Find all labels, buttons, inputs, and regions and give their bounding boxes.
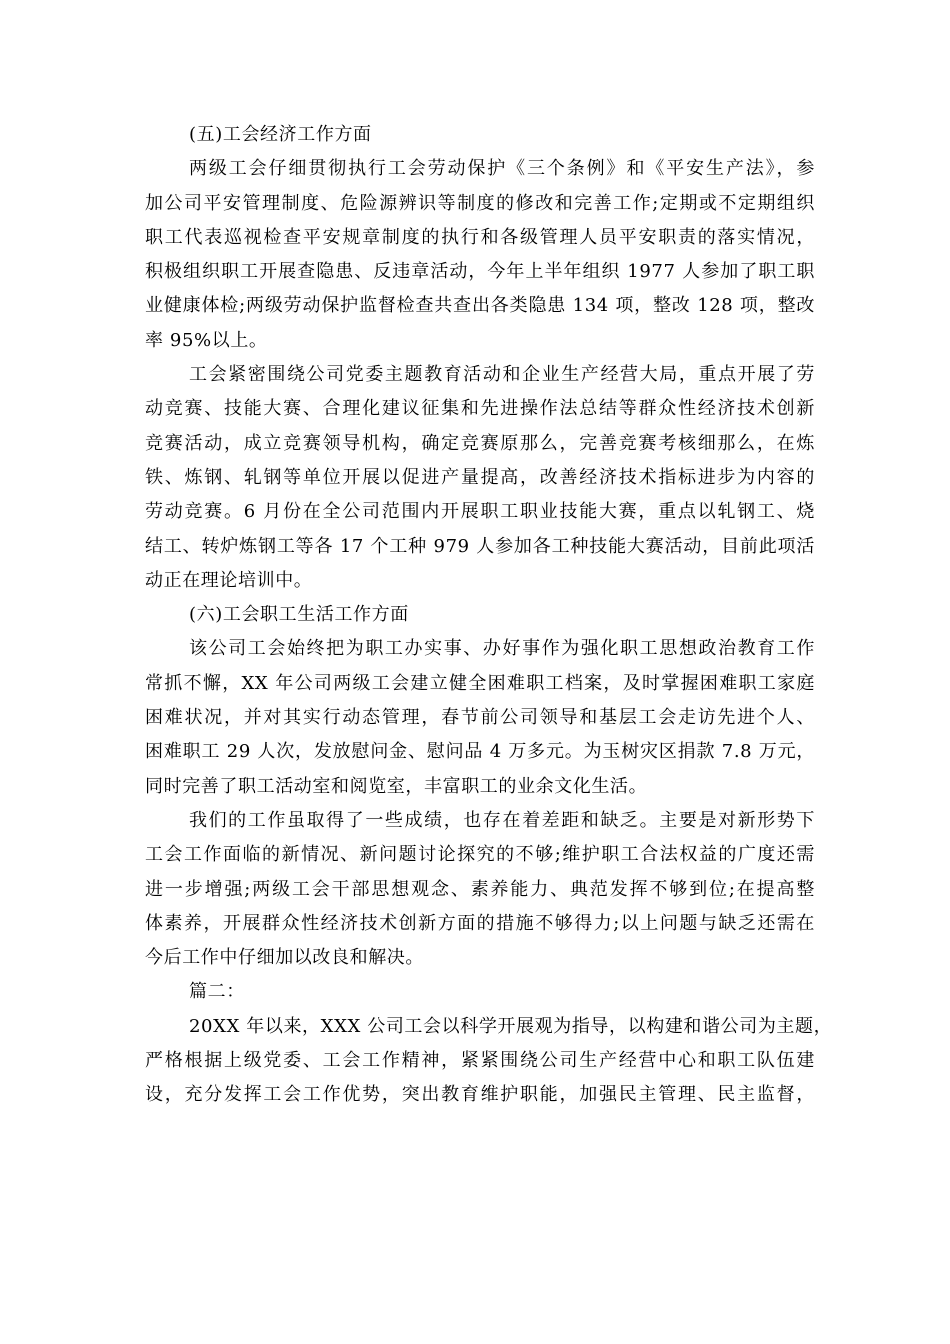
text-line: 该公司工会始终把为职工办实事、办好事作为强化职工思想政治教育工作	[189, 638, 815, 660]
text-line: 两级工会仔细贯彻执行工会劳动保护《三个条例》和《平安生产法》，参	[189, 158, 815, 180]
text-line: (六)工会职工生活工作方面	[189, 604, 409, 626]
text-line: 严格根据上级党委、工会工作精神，紧紧围绕公司生产经营中心和职工队伍建	[145, 1050, 815, 1072]
document-body	[145, 118, 833, 1113]
text-line: 工会工作面临的新情况、新问题讨论探究的不够;维护职工合法权益的广度还需	[145, 844, 815, 866]
text-line: 今后工作中仔细加以改良和解决。	[145, 947, 424, 969]
text-line: 体素养，开展群众性经济技术创新方面的措施不够得力;以上问题与缺乏还需在	[145, 912, 815, 934]
text-line: 进一步增强;两级工会干部思想观念、素养能力、典范发挥不够到位;在提高整	[145, 878, 815, 900]
text-line: 结工、转炉炼钢工等各 17 个工种 979 人参加各工种技能大赛活动，目前此项活	[145, 535, 815, 557]
text-line: 我们的工作虽取得了一些成绩，也存在着差距和缺乏。主要是对新形势下	[189, 809, 815, 831]
text-line: 困难状况，并对其实行动态管理，春节前公司领导和基层工会走访先进个人、	[145, 707, 815, 729]
text-line: 铁、炼钢、轧钢等单位开展以促进产量提高，改善经济技术指标进步为内容的	[145, 466, 815, 488]
text-line: 常抓不懈，XX 年公司两级工会建立健全困难职工档案，及时掌握困难职工家庭	[145, 672, 815, 694]
text-line: 困难职工 29 人次，发放慰问金、慰问品 4 万多元。为玉树灾区捐款 7.8 万元，	[145, 741, 815, 763]
text-line: 设，充分发挥工会工作优势，突出教育维护职能，加强民主管理、民主监督，	[145, 1084, 815, 1106]
text-line: 20XX 年以来，XXX 公司工会以科学开展观为指导，以构建和谐公司为主题，	[189, 1015, 833, 1037]
text-line: 积极组织职工开展查隐患、反违章活动，今年上半年组织 1977 人参加了职工职	[145, 261, 815, 283]
text-line: 同时完善了职工活动室和阅览室，丰富职工的业余文化生活。	[145, 775, 648, 797]
text-line: 劳动竞赛。6 月份在全公司范围内开展职工职业技能大赛，重点以轧钢工、烧	[145, 501, 815, 523]
text-line: 业健康体检;两级劳动保护监督检查共查出各类隐患 134 项，整改 128 项，整改	[145, 295, 815, 317]
text-line: 率 95%以上。	[145, 329, 268, 351]
text-line: 动竞赛、技能大赛、合理化建议征集和先进操作法总结等群众性经济技术创新	[145, 398, 815, 420]
text-line: 加公司平安管理制度、危险源辨识等制度的修改和完善工作;定期或不定期组织	[145, 192, 815, 214]
text-line: (五)工会经济工作方面	[189, 124, 372, 145]
text-line: 篇二：	[189, 981, 245, 1003]
text-line: 工会紧密围绕公司党委主题教育活动和企业生产经营大局，重点开展了劳	[189, 364, 815, 386]
text-line: 职工代表巡视检查平安规章制度的执行和各级管理人员平安职责的落实情况，	[145, 226, 815, 248]
text-line: 竞赛活动，成立竞赛领导机构，确定竞赛原那么，完善竞赛考核细那么，在炼	[145, 432, 815, 454]
text-line: 动正在理论培训中。	[145, 569, 313, 591]
